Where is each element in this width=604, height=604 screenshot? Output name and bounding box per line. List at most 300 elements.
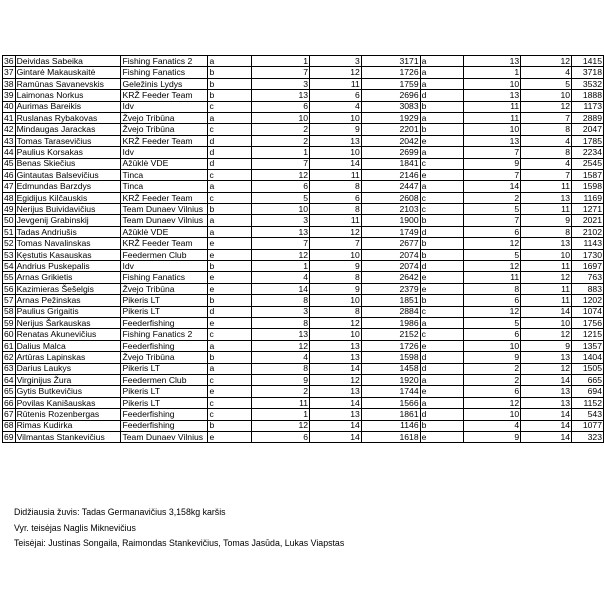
- table-row: [3, 192, 604, 203]
- sector-place-a-cell: 3: [252, 306, 310, 317]
- sector-a-cell: b: [208, 67, 252, 78]
- team-cell: Žvejo Tribūna: [121, 283, 208, 294]
- sector-a-cell: d: [208, 135, 252, 146]
- points-b-cell: 11: [521, 295, 572, 306]
- sector-place-a-cell: 8: [252, 363, 310, 374]
- sector-place-b-cell: 6: [464, 295, 521, 306]
- table-row: [3, 317, 604, 328]
- sector-a-cell: a: [208, 181, 252, 192]
- weight-b-cell: 1143: [572, 238, 604, 249]
- sector-place-b-cell: 10: [464, 124, 521, 135]
- team-cell: Team Dunaev Vilnius: [121, 215, 208, 226]
- points-b-cell: 12: [521, 272, 572, 283]
- sector-place-b-cell: 10: [464, 409, 521, 420]
- weight-cell: 2042: [361, 135, 420, 146]
- team-cell: KRŽ Feeder Team: [121, 135, 208, 146]
- weight-cell: 1929: [361, 112, 420, 123]
- sector-a-cell: b: [208, 352, 252, 363]
- table-row: [3, 124, 604, 135]
- place-cell: 49: [4, 203, 14, 214]
- angler-name-cell: Ramūnas Savanevskis: [15, 78, 121, 89]
- team-cell: Idv: [121, 261, 208, 272]
- points-a-cell: 10: [310, 295, 362, 306]
- team-cell: Tinca: [121, 169, 208, 180]
- team-cell: Fishing Fanatics 2: [121, 56, 208, 67]
- sector-place-b-cell: 4: [464, 420, 521, 431]
- sector-a-cell: e: [208, 272, 252, 283]
- place-cell: 52: [4, 238, 14, 249]
- sector-place-b-cell: 9: [464, 352, 521, 363]
- team-cell: Fishing Fanatics: [121, 272, 208, 283]
- points-a-cell: 3: [310, 56, 362, 67]
- points-a-cell: 7: [310, 238, 362, 249]
- sector-b-cell: b: [420, 124, 464, 135]
- sector-place-b-cell: 6: [464, 226, 521, 237]
- table-row: [3, 90, 604, 101]
- sector-a-cell: e: [208, 386, 252, 397]
- points-b-cell: 12: [521, 56, 572, 67]
- team-cell: KRŽ Feeder Team: [121, 192, 208, 203]
- points-a-cell: 9: [310, 261, 362, 272]
- weight-cell: 2379: [361, 283, 420, 294]
- place-cell: 57: [4, 295, 14, 306]
- points-b-cell: 9: [521, 340, 572, 351]
- points-b-cell: 14: [521, 431, 572, 442]
- angler-name-cell: Renatas Akunevičius: [15, 329, 121, 340]
- sector-place-a-cell: 8: [252, 317, 310, 328]
- sector-place-a-cell: 1: [252, 56, 310, 67]
- angler-name-cell: Jevgenij Grabinskij: [15, 215, 121, 226]
- team-cell: Team Dunaev Vilnius: [121, 431, 208, 442]
- weight-b-cell: 2102: [572, 226, 604, 237]
- weight-b-cell: 763: [572, 272, 604, 283]
- table-row: [3, 352, 604, 363]
- team-cell: Feederfishing: [121, 420, 208, 431]
- judges-note: Teisėjai: Justinas Songaila, Raimondas Stankevičius, Tomas Jasūda, Lukas Viapstas: [14, 538, 345, 548]
- weight-b-cell: 1697: [572, 261, 604, 272]
- weight-cell: 1759: [361, 78, 420, 89]
- team-cell: Fishing Fanatics: [121, 67, 208, 78]
- points-b-cell: 12: [521, 329, 572, 340]
- sector-a-cell: a: [208, 215, 252, 226]
- angler-name-cell: Laimonas Norkus: [15, 90, 121, 101]
- team-cell: Žvejo Tribūna: [121, 352, 208, 363]
- sector-place-a-cell: 3: [252, 215, 310, 226]
- angler-name-cell: Arnas Pežinskas: [15, 295, 121, 306]
- angler-name-cell: Paulius Korsakas: [15, 147, 121, 158]
- weight-cell: 2103: [361, 204, 420, 215]
- weight-b-cell: 1415: [572, 56, 604, 67]
- team-cell: Idv: [121, 147, 208, 158]
- points-a-cell: 10: [310, 249, 362, 260]
- sector-b-cell: c: [420, 329, 464, 340]
- place-cell: 46: [4, 169, 14, 180]
- weight-cell: 2152: [361, 329, 420, 340]
- angler-name-cell: Dalius Malca: [15, 340, 121, 351]
- points-b-cell: 8: [521, 147, 572, 158]
- sector-place-b-cell: 11: [464, 272, 521, 283]
- angler-name-cell: Deividas Sabeika: [15, 56, 121, 67]
- points-a-cell: 10: [310, 329, 362, 340]
- place-cell: 41: [4, 112, 14, 123]
- points-a-cell: 6: [310, 192, 362, 203]
- sector-a-cell: d: [208, 147, 252, 158]
- weight-b-cell: 543: [572, 409, 604, 420]
- weight-cell: 2884: [361, 306, 420, 317]
- angler-name-cell: Artūras Lapinskas: [15, 352, 121, 363]
- sector-place-a-cell: 8: [252, 295, 310, 306]
- points-b-cell: 10: [521, 90, 572, 101]
- team-cell: Pikeris LT: [121, 397, 208, 408]
- weight-cell: 1861: [361, 409, 420, 420]
- team-cell: Pikeris LT: [121, 306, 208, 317]
- sector-b-cell: e: [420, 135, 464, 146]
- points-a-cell: 12: [310, 317, 362, 328]
- sector-place-a-cell: 12: [252, 169, 310, 180]
- angler-name-cell: Ruslanas Rybakovas: [15, 112, 121, 123]
- sector-place-a-cell: 13: [252, 329, 310, 340]
- points-b-cell: 5: [521, 78, 572, 89]
- place-cell: 60: [4, 329, 14, 340]
- place-cell: 65: [4, 386, 14, 397]
- sector-place-b-cell: 1: [464, 67, 521, 78]
- weight-b-cell: 2889: [572, 112, 604, 123]
- angler-name-cell: Tadas Andriušis: [15, 226, 121, 237]
- sector-a-cell: a: [208, 56, 252, 67]
- team-cell: Feederfishing: [121, 340, 208, 351]
- sector-a-cell: b: [208, 78, 252, 89]
- sector-place-b-cell: 7: [464, 147, 521, 158]
- points-b-cell: 12: [521, 101, 572, 112]
- angler-name-cell: Arnas Grikietis: [15, 272, 121, 283]
- weight-b-cell: 1074: [572, 306, 604, 317]
- points-a-cell: 12: [310, 67, 362, 78]
- team-cell: KRŽ Feeder Team: [121, 238, 208, 249]
- sector-a-cell: a: [208, 226, 252, 237]
- points-a-cell: 6: [310, 90, 362, 101]
- weight-b-cell: 1598: [572, 181, 604, 192]
- weight-b-cell: 1173: [572, 101, 604, 112]
- sector-a-cell: e: [208, 283, 252, 294]
- points-a-cell: 11: [310, 215, 362, 226]
- sector-place-a-cell: 6: [252, 181, 310, 192]
- sector-place-a-cell: 5: [252, 192, 310, 203]
- points-a-cell: 12: [310, 226, 362, 237]
- sector-b-cell: a: [420, 181, 464, 192]
- table-row: [3, 147, 604, 158]
- team-cell: Ažūklė VDE: [121, 158, 208, 169]
- weight-b-cell: 2545: [572, 158, 604, 169]
- weight-b-cell: 2234: [572, 147, 604, 158]
- place-cell: 58: [4, 306, 14, 317]
- weight-cell: 1726: [361, 340, 420, 351]
- team-cell: Žvejo Tribūna: [121, 112, 208, 123]
- sector-b-cell: e: [420, 340, 464, 351]
- place-cell: 56: [4, 283, 14, 294]
- points-b-cell: 11: [521, 261, 572, 272]
- place-cell: 59: [4, 317, 14, 328]
- sector-b-cell: a: [420, 56, 464, 67]
- sector-b-cell: b: [420, 295, 464, 306]
- sector-a-cell: c: [208, 192, 252, 203]
- weight-cell: 1986: [361, 317, 420, 328]
- weight-cell: 1851: [361, 295, 420, 306]
- points-a-cell: 14: [310, 158, 362, 169]
- sector-a-cell: e: [208, 249, 252, 260]
- weight-b-cell: 1202: [572, 295, 604, 306]
- points-b-cell: 9: [521, 215, 572, 226]
- sector-b-cell: e: [420, 272, 464, 283]
- sector-a-cell: b: [208, 295, 252, 306]
- weight-cell: 2074: [361, 261, 420, 272]
- team-cell: Feederfishing: [121, 317, 208, 328]
- table-row: [3, 215, 604, 226]
- weight-b-cell: 1587: [572, 169, 604, 180]
- points-a-cell: 13: [310, 340, 362, 351]
- team-cell: Pikeris LT: [121, 386, 208, 397]
- place-cell: 62: [4, 352, 14, 363]
- weight-b-cell: 2021: [572, 215, 604, 226]
- weight-b-cell: 1271: [572, 204, 604, 215]
- table-row: [3, 249, 604, 260]
- sector-place-a-cell: 7: [252, 238, 310, 249]
- weight-cell: 2696: [361, 90, 420, 101]
- table-row: [3, 306, 604, 317]
- sector-a-cell: e: [208, 431, 252, 442]
- points-b-cell: 11: [521, 181, 572, 192]
- points-a-cell: 12: [310, 374, 362, 385]
- team-cell: Feedermen Club: [121, 249, 208, 260]
- points-b-cell: 4: [521, 67, 572, 78]
- sector-place-a-cell: 13: [252, 226, 310, 237]
- sector-place-b-cell: 9: [464, 158, 521, 169]
- points-b-cell: 11: [521, 283, 572, 294]
- weight-b-cell: 694: [572, 386, 604, 397]
- place-cell: 66: [4, 397, 14, 408]
- points-a-cell: 11: [310, 169, 362, 180]
- points-a-cell: 14: [310, 431, 362, 442]
- weight-b-cell: 3718: [572, 67, 604, 78]
- weight-b-cell: 323: [572, 431, 604, 442]
- table-row: [3, 283, 604, 294]
- sector-a-cell: d: [208, 158, 252, 169]
- weight-b-cell: 1756: [572, 317, 604, 328]
- place-cell: 64: [4, 374, 14, 385]
- angler-name-cell: Gintarė Makauskaitė: [15, 67, 121, 78]
- sector-place-a-cell: 12: [252, 420, 310, 431]
- sector-place-b-cell: 2: [464, 374, 521, 385]
- sector-place-a-cell: 4: [252, 272, 310, 283]
- sector-a-cell: c: [208, 409, 252, 420]
- sector-a-cell: b: [208, 420, 252, 431]
- place-cell: 44: [4, 147, 14, 158]
- angler-name-cell: Tomas Tarasevičius: [15, 135, 121, 146]
- points-b-cell: 7: [521, 112, 572, 123]
- sector-place-a-cell: 7: [252, 158, 310, 169]
- weight-b-cell: 1888: [572, 90, 604, 101]
- weight-cell: 1458: [361, 363, 420, 374]
- sector-a-cell: b: [208, 90, 252, 101]
- points-a-cell: 9: [310, 124, 362, 135]
- weight-cell: 2447: [361, 181, 420, 192]
- table-row: [3, 329, 604, 340]
- weight-b-cell: 1152: [572, 397, 604, 408]
- angler-name-cell: Kazimieras Šešelgis: [15, 283, 121, 294]
- sector-place-b-cell: 11: [464, 112, 521, 123]
- sector-b-cell: a: [420, 374, 464, 385]
- place-cell: 53: [4, 249, 14, 260]
- points-a-cell: 8: [310, 272, 362, 283]
- weight-b-cell: 1404: [572, 352, 604, 363]
- weight-cell: 1749: [361, 226, 420, 237]
- table-row: [3, 409, 604, 420]
- sector-place-a-cell: 12: [252, 340, 310, 351]
- sector-a-cell: e: [208, 238, 252, 249]
- team-cell: Idv: [121, 101, 208, 112]
- sector-place-b-cell: 5: [464, 249, 521, 260]
- sector-place-b-cell: 2: [464, 192, 521, 203]
- points-a-cell: 13: [310, 409, 362, 420]
- place-cell: 68: [4, 420, 14, 431]
- points-b-cell: 10: [521, 249, 572, 260]
- place-cell: 54: [4, 260, 14, 271]
- angler-name-cell: Gintautas Balsevičius: [15, 169, 121, 180]
- sector-place-b-cell: 5: [464, 204, 521, 215]
- sector-place-a-cell: 6: [252, 101, 310, 112]
- sector-place-a-cell: 13: [252, 90, 310, 101]
- sector-place-a-cell: 12: [252, 249, 310, 260]
- sector-place-b-cell: 13: [464, 56, 521, 67]
- angler-name-cell: Gytis Butkevičius: [15, 386, 121, 397]
- place-cell: 55: [4, 272, 14, 283]
- sector-b-cell: a: [420, 78, 464, 89]
- points-b-cell: 13: [521, 397, 572, 408]
- sector-place-a-cell: 10: [252, 112, 310, 123]
- table-row: [3, 101, 604, 112]
- sector-place-b-cell: 12: [464, 261, 521, 272]
- place-cell: 48: [4, 192, 14, 203]
- place-cell: 37: [4, 67, 14, 78]
- team-cell: Fishing Fanatics 2: [121, 329, 208, 340]
- sector-b-cell: e: [420, 283, 464, 294]
- points-b-cell: 14: [521, 374, 572, 385]
- points-b-cell: 8: [521, 124, 572, 135]
- sector-b-cell: b: [420, 238, 464, 249]
- weight-cell: 3171: [361, 56, 420, 67]
- table-row: [3, 238, 604, 249]
- points-a-cell: 14: [310, 397, 362, 408]
- table-row: [3, 374, 604, 385]
- angler-name-cell: Darius Laukys: [15, 363, 121, 374]
- weight-b-cell: 883: [572, 283, 604, 294]
- sector-a-cell: d: [208, 306, 252, 317]
- sector-place-a-cell: 1: [252, 147, 310, 158]
- points-a-cell: 13: [310, 352, 362, 363]
- sector-b-cell: d: [420, 363, 464, 374]
- points-b-cell: 4: [521, 135, 572, 146]
- weight-cell: 1744: [361, 386, 420, 397]
- place-cell: 63: [4, 363, 14, 374]
- points-b-cell: 11: [521, 204, 572, 215]
- sector-b-cell: e: [420, 169, 464, 180]
- sector-place-a-cell: 2: [252, 135, 310, 146]
- angler-name-cell: Aurimas Bareikis: [15, 101, 121, 112]
- table-row: [3, 181, 604, 192]
- sector-place-b-cell: 8: [464, 283, 521, 294]
- table-row: [3, 158, 604, 169]
- place-cell: 61: [4, 340, 14, 351]
- table-row: [3, 67, 604, 78]
- place-cell: 69: [4, 431, 14, 442]
- table-row: [3, 169, 604, 180]
- points-b-cell: 13: [521, 386, 572, 397]
- team-cell: Žvejo Tribūna: [121, 124, 208, 135]
- weight-b-cell: 1505: [572, 363, 604, 374]
- weight-cell: 1841: [361, 158, 420, 169]
- points-a-cell: 8: [310, 306, 362, 317]
- sector-a-cell: c: [208, 124, 252, 135]
- sector-place-b-cell: 5: [464, 317, 521, 328]
- sector-place-b-cell: 13: [464, 90, 521, 101]
- weight-b-cell: 2047: [572, 124, 604, 135]
- angler-name-cell: Vilmantas Stankevičius: [15, 431, 121, 442]
- place-cell: 50: [4, 215, 14, 226]
- sector-a-cell: c: [208, 169, 252, 180]
- weight-cell: 1566: [361, 397, 420, 408]
- angler-name-cell: Paulius Grigaitis: [15, 306, 121, 317]
- angler-name-cell: Benas Skiečius: [15, 158, 121, 169]
- table-row: [3, 397, 604, 408]
- sector-b-cell: b: [420, 101, 464, 112]
- points-b-cell: 13: [521, 238, 572, 249]
- points-b-cell: 13: [521, 352, 572, 363]
- sector-b-cell: a: [420, 112, 464, 123]
- sector-a-cell: a: [208, 340, 252, 351]
- weight-cell: 1726: [361, 67, 420, 78]
- points-b-cell: 8: [521, 226, 572, 237]
- team-cell: Geležinis Lydys: [121, 78, 208, 89]
- place-cell: 40: [4, 101, 14, 112]
- table-row: [3, 431, 604, 442]
- weight-b-cell: 1730: [572, 249, 604, 260]
- sector-a-cell: c: [208, 374, 252, 385]
- sector-b-cell: c: [420, 204, 464, 215]
- sector-b-cell: a: [420, 397, 464, 408]
- place-cell: 43: [4, 135, 14, 146]
- sector-place-b-cell: 7: [464, 169, 521, 180]
- sector-place-a-cell: 6: [252, 431, 310, 442]
- weight-b-cell: 1215: [572, 329, 604, 340]
- sector-place-b-cell: 12: [464, 306, 521, 317]
- angler-name-cell: Povilas Kanišauskas: [15, 397, 121, 408]
- table-row: [3, 363, 604, 374]
- sector-b-cell: d: [420, 90, 464, 101]
- sector-b-cell: e: [420, 431, 464, 442]
- sector-b-cell: b: [420, 249, 464, 260]
- table-row: [3, 204, 604, 215]
- head-judge-note: Vyr. teisėjas Naglis Miknevičius: [14, 522, 136, 533]
- sector-a-cell: b: [208, 261, 252, 272]
- angler-name-cell: Egidijus Kilčauskis: [15, 192, 121, 203]
- sector-place-b-cell: 12: [464, 397, 521, 408]
- weight-cell: 2608: [361, 192, 420, 203]
- team-cell: Feederfishing: [121, 409, 208, 420]
- sector-place-a-cell: 10: [252, 204, 310, 215]
- place-cell: 38: [4, 78, 14, 89]
- sector-place-b-cell: 2: [464, 363, 521, 374]
- team-cell: Pikeris LT: [121, 363, 208, 374]
- table-row: [3, 261, 604, 272]
